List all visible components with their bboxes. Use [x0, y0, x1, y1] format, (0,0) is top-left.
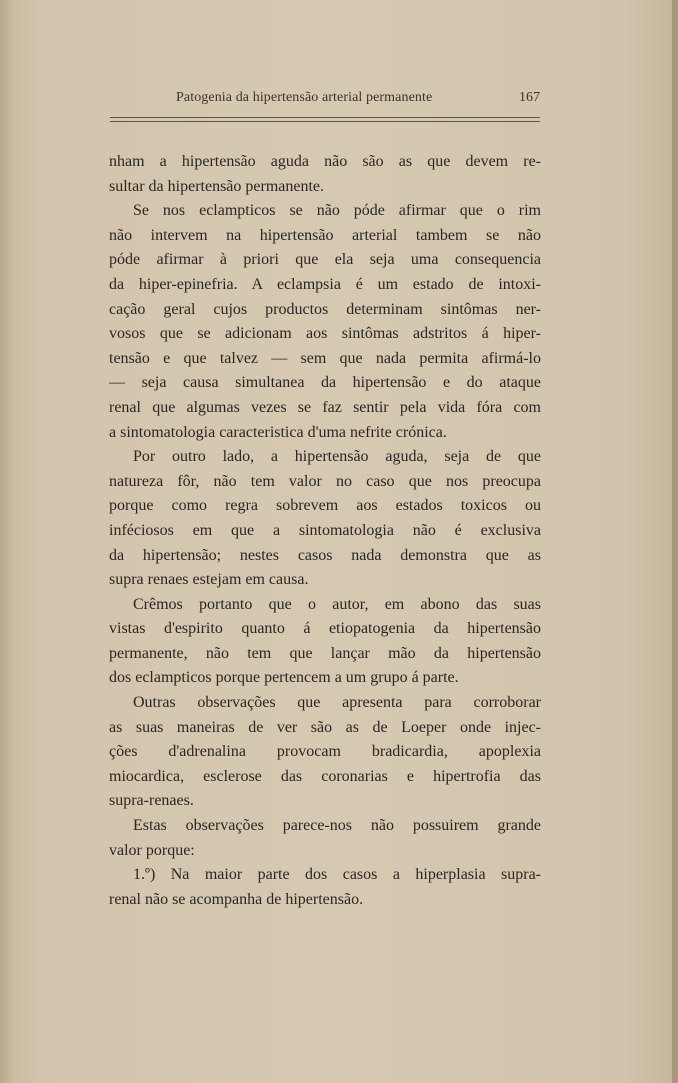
- text-line: ções d'adrenalina provocam bradicardia, apoplexia: [109, 743, 541, 761]
- page-number: 167: [519, 90, 540, 105]
- header-rule-top: [110, 117, 540, 118]
- text-line: dos eclampticos porque pertencem a um grupo á parte.: [109, 669, 459, 687]
- text-line: Outras observações que apresenta para corroborar: [133, 694, 541, 712]
- text-line: da hipertensão; nestes casos nada demonstra que as: [109, 546, 541, 564]
- text-line: da hiper-epinefria. A eclampsia é um estado de intoxi-: [109, 275, 541, 293]
- text-line: Estas observações parece-nos não possuirem grande: [133, 817, 541, 835]
- text-line: tensão e que talvez — sem que nada permita afirmá-lo: [109, 349, 541, 367]
- text-line: as suas maneiras de ver são as de Loeper onde injec-: [109, 718, 541, 736]
- text-line: supra renaes estejam em causa.: [109, 571, 309, 589]
- text-line: inféciosos em que a sintomatologia não é exclusiva: [109, 521, 541, 539]
- body-text: [109, 150, 541, 912]
- text-line: vistas d'espirito quanto á etiopatogenia da hipertensão: [109, 620, 541, 638]
- text-line: Por outro lado, a hipertensão aguda, seja de que: [133, 448, 541, 466]
- text-line: natureza fôr, não tem valor no caso que nos preocupa: [109, 472, 541, 490]
- text-line: porque como regra sobrevem aos estados toxicos ou: [109, 497, 541, 515]
- text-line: não intervem na hipertensão arterial tambem se não: [109, 226, 541, 244]
- text-line: sultar da hipertensão permanente.: [109, 177, 325, 195]
- text-line: — seja causa simultanea da hipertensão e do ataque: [109, 374, 541, 392]
- text-line: cação geral cujos productos determinam sintômas ner-: [109, 300, 541, 318]
- text-line: miocardica, esclerose das coronarias e hipertrofia das: [109, 767, 541, 785]
- header-rule-bottom: [110, 121, 540, 122]
- text-line: renal que algumas vezes se faz sentir pela vida fóra com: [109, 398, 541, 416]
- text-line: 1.º) Na maior parte dos casos a hiperplasia supra-: [133, 866, 541, 884]
- text-line: Se nos eclampticos se não póde afirmar que o rim: [133, 202, 541, 220]
- text-line: nham a hipertensão aguda não são as que devem re-: [109, 153, 541, 170]
- text-line: póde afirmar à priori que ela seja uma consequencia: [109, 251, 541, 269]
- text-line: supra-renaes.: [109, 792, 194, 810]
- text-line: a sintomatologia caracteristica d'uma nefrite crónica.: [109, 423, 447, 441]
- text-line: Crêmos portanto que o autor, em abono das suas: [133, 595, 541, 613]
- text-line: renal não se acompanha de hipertensão.: [109, 890, 364, 908]
- text-line: valor porque:: [109, 841, 195, 859]
- page-edge: [672, 0, 678, 1083]
- running-title: Patogenia da hipertensão arterial permanente: [176, 90, 433, 105]
- text-line: vosos que se adicionam aos sintômas adstritos á hiper-: [109, 325, 541, 343]
- text-line: permanente, não tem que lançar mão da hipertensão: [109, 644, 541, 662]
- page-header: [110, 90, 542, 110]
